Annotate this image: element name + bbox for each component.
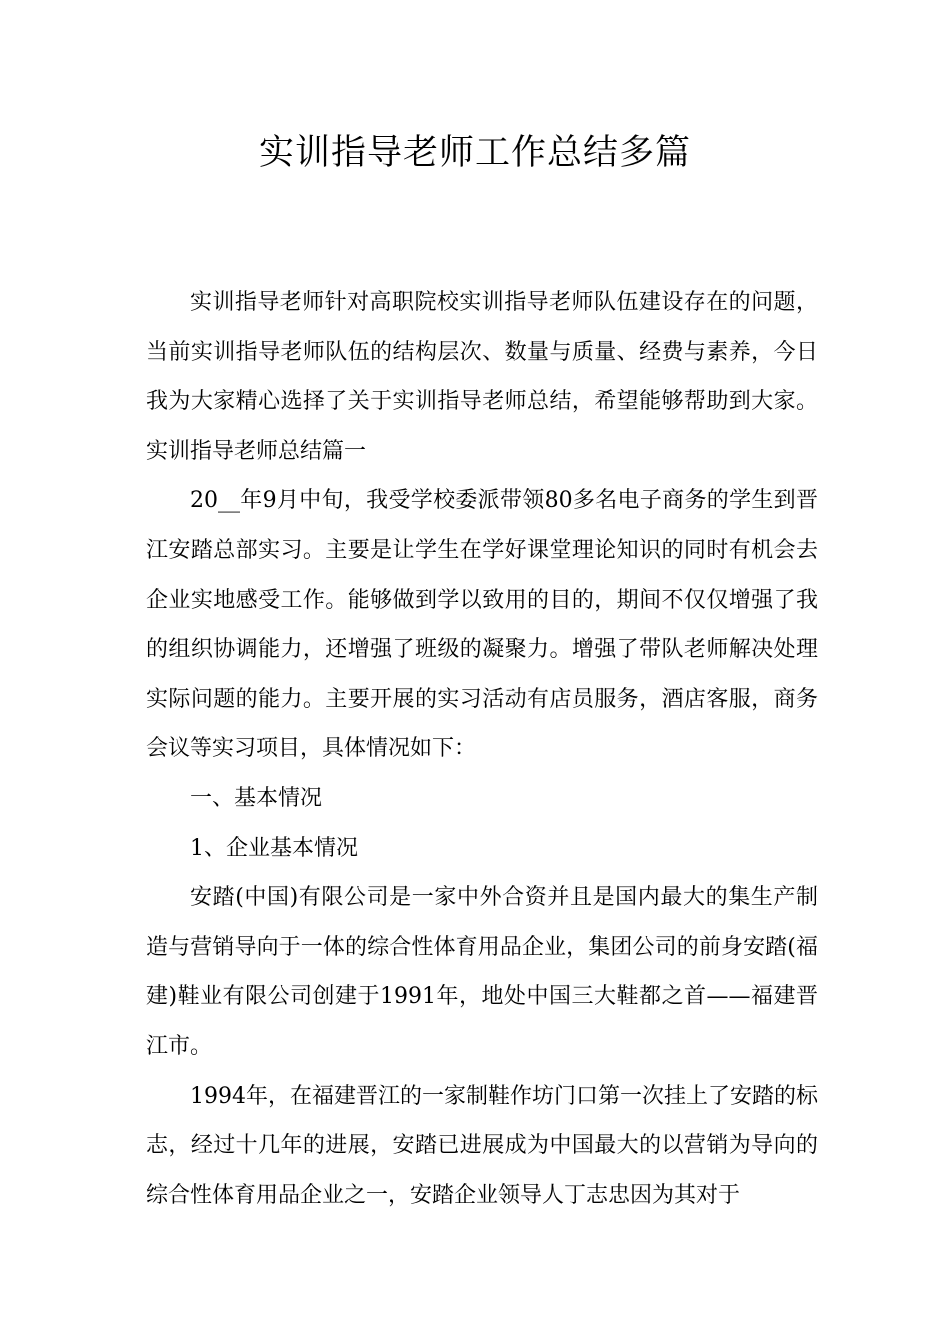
paragraph-company-description: 安踏(中国)有限公司是一家中外合资并且是国内最大的集生产制造与营销导向于一体的综合性体育用品企业，集团公司的前身安踏(福建)鞋业有限公司创建于1991年，地处中国三大鞋都之首——福建晋江市。 — [146, 885, 818, 1059]
paragraph-intro: 实训指导老师针对高职院校实训指导老师队伍建设存在的问题，当前实训指导老师队伍的结构层次、数量与质量、经费与素养，今日我为大家精心选择了关于实训指导老师总结，希望能够帮助到大家。实训指导老师总结篇一 — [146, 290, 818, 464]
document-title: 实训指导老师工作总结多篇 — [258, 133, 691, 173]
paragraph-internship-overview: 20__年9月中旬，我受学校委派带领80多名电子商务的学生到晋江安踏总部实习。主要是让学生在学好课堂理论知识的同时有机会去企业实地感受工作。能够做到学以致用的目的，期间不仅仅增强了我的组织协调能力，还增强了班级的凝聚力。增强了带队老师解决处理实际问题的能力。主要开展的实习活动有店员服务，酒店客服，商务会议等实习项目，具体情况如下： — [146, 488, 818, 762]
document-body — [146, 278, 818, 1220]
subsection-heading-company-info: 1、企业基本情况 — [190, 835, 358, 861]
section-heading-basic-info: 一、基本情况 — [190, 785, 323, 811]
paragraph-company-history: 1994年，在福建晋江的一家制鞋作坊门口第一次挂上了安踏的标志，经过十几年的进展，安踏已进展成为中国最大的以营销为导向的综合性体育用品企业之一，安踏企业领导人丁志忠因为其对于 — [146, 1083, 818, 1208]
